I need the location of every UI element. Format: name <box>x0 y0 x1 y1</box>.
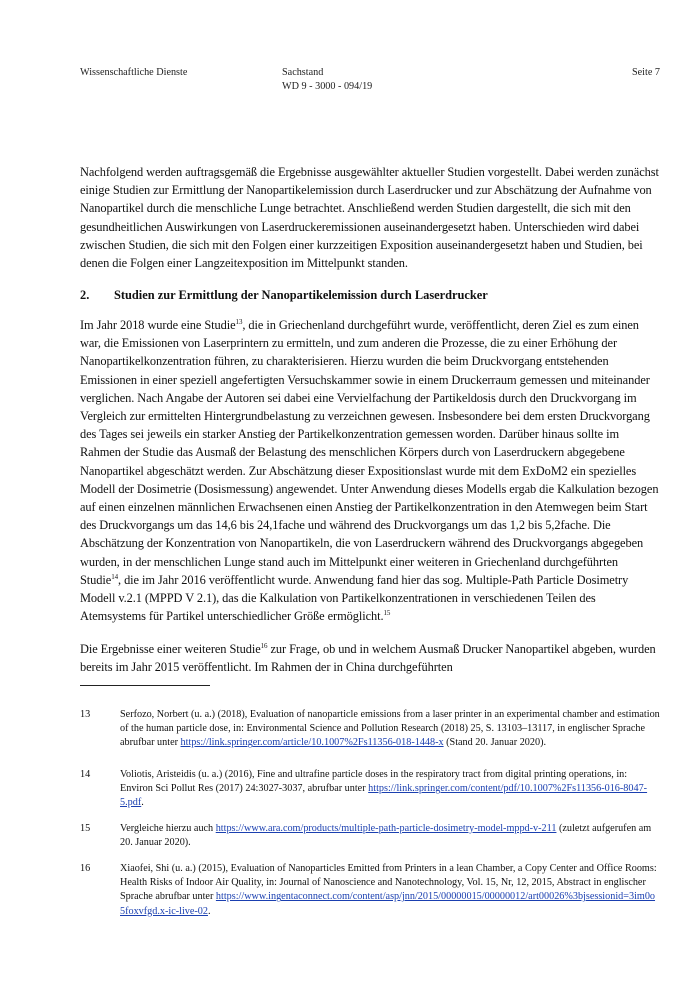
footnote-link[interactable]: https://www.ingentaconnect.com/content/asp/jnn/2015/00000015/00000012/art00026%3bjsessionid=3im0o5foxvfgd.x-ic-live-02 <box>120 891 656 917</box>
header-page-number: Seite 7 <box>631 67 660 78</box>
footnote-link[interactable]: https://link.springer.com/content/pdf/10.1007%2Fs11356-016-8047-5.pdf <box>120 783 648 809</box>
header-org: Wissenschaftliche Dienste <box>80 67 188 78</box>
footnote-number: 16 <box>80 863 91 874</box>
footnote-text-after: (Stand 20. Januar 2020). <box>443 737 547 749</box>
footnote-link[interactable]: https://link.springer.com/article/10.1007%2Fs11356-018-1448-x <box>180 737 444 749</box>
header-doc-type: Sachstand <box>282 67 324 78</box>
footnote-ref-16[interactable]: 16 <box>260 641 268 650</box>
header-doc-info <box>282 66 372 94</box>
paragraph-text: Die Ergebnisse einer weiteren Studie <box>80 642 261 656</box>
footnote-text: Serfozo, Norbert (u. a.) (2018), Evaluation of nanoparticle emissions from a laser printer in an experimental chamber and estimation of the human particle dose, in: Environmental Science and Pollution Research (2018) 25, S. 13103–13117, in englischer Sprache abrufbar unter <box>120 709 660 749</box>
section-paragraph-2 <box>80 640 660 676</box>
section-heading <box>80 286 660 304</box>
footnote-text-after: (zuletzt aufgerufen am 20. Januar 2020). <box>120 823 652 849</box>
footnote-number: 15 <box>80 823 91 834</box>
header-doc-id: WD 9 - 3000 - 094/19 <box>282 81 373 92</box>
intro-paragraph: Nachfolgend werden auftragsgemäß die Ergebnisse ausgewählter aktueller Studien vorgestellt. Dabei werden zunächst einige Studien zur Ermittlung der Nanopartikelemission durch Laserdrucker und zur Abschätzung der Aufnahme von Nanopartikel durch die menschliche Lunge betrachtet. Anschließend werden Studien dargestellt, die sich mit den gesundheitlichen Auswirkungen von Laserdruckeremissionen auseinandergesetzt haben. Unterschieden wird dabei zwischen Studien, die sich mit den Folgen einer kurzzeitigen Exposition auseinandergesetzt haben und Studien, bei denen die Folgen einer Langzeitexposition im Mittelpunkt standen. <box>80 165 659 271</box>
paragraph-text: Im Jahr 2018 wurde eine Studie <box>80 318 236 332</box>
footnote-text-after: . <box>141 797 144 809</box>
footnote-14 <box>80 768 660 811</box>
footnote-15 <box>80 822 660 850</box>
footnote-divider <box>80 685 210 686</box>
paragraph-text: , die im Jahr 2016 veröffentlicht wurde. Anwendung fand hier das sog. Multiple-Path Particle Dosimetry Modell v.2.1 (MPPD V 2.1), das die Kalkulation von Partikelkonzentrationen in verschiedenen Teilen des Atemsystems für Partikel unterschiedlicher Größe ermöglicht. <box>80 572 629 624</box>
footnote-text: Xiaofei, Shi (u. a.) (2015), Evaluation of Nanoparticles Emitted from Printers in a lean Chamber, a Copy Center and Office Rooms: Health Risks of Indoor Air Quality, in: Journal of Nanoscience and Nanotechnology, Vol. 15, Nr, 12, 2015, Abstract in englischer Sprache abrufbar unter <box>120 863 657 903</box>
footnote-text-after: . <box>207 905 211 917</box>
footnote-16 <box>80 862 660 919</box>
section-number: 2. <box>80 288 90 302</box>
footnote-ref-13[interactable]: 13 <box>235 317 243 326</box>
paragraph-text: , die in Griechenland durchgeführt wurde, veröffentlicht, deren Ziel es zum einen war, die Emissionen von Laserprintern zu ermitteln, und zum anderen die Prozesse, die zu einer Erhöhung der Nanopartikelkonzentration führen, zu charakterisieren. Hierzu wurden die beim Druckvorgang entstehenden Emissionen in einer speziell angefertigten Versuchskammer sowie in einem Druckerraum gemessen und miteinander verglichen. Nach Angabe der Autoren sei dabei eine Vervielfachung der Partikeldosis durch den Druckvorgang im Vergleich zur ermittelten Hintergrundbelastung zu verzeichnen gewesen. Insbesondere bei dem ersten Druckvorgang des Tages sei jeweils ein starker Anstieg der Partikelkonzentration gemessen worden. Darüber hinaus sollte im Rahmen der Studie das Ausmaß der Belastung des menschlichen Körpers durch von Laserdruckern abgegebene Nanopartikel abgeschätzt werden. Zur Abschätzung dieser Expositionslast wurde mit dem ExDoM2 ein spezielles Modell der Dosimetrie (Dosismessung) angewendet. Unter Anwendung dieses Modells ergab die Kalkulation bezogen auf einen einzelnen männlichen Erwachsenen einen Anstieg der Partikelkonzentration in den Atemwegen beim Start des Druckvorgangs um das 14,6 bis 24,1fache und während des Druckvorgangs um das 1,2 bis 5,2fache. Die Abschätzung der Konzentration von Nanopartikeln, die von Laserdruckern während des Druckvorgangs abgegeben wurden, in der menschlichen Lunge stand auch im Mittelpunkt einer weiteren in Griechenland durchgeführten Studie <box>80 318 659 587</box>
footnote-ref-15[interactable]: 15 <box>383 609 391 618</box>
paragraph-text: zur Frage, ob und in welchem Ausmaß Drucker Nanopartikel abgeben, wurden bereits im Jahr 2015 veröffentlicht. Im Rahmen der in China durchgeführten <box>80 642 656 675</box>
section-paragraph-1 <box>80 316 660 625</box>
footnote-number: 13 <box>80 709 91 720</box>
footnote-number: 14 <box>80 769 91 780</box>
footnote-link[interactable]: https://www.ara.com/products/multiple-path-particle-dosimetry-model-mppd-v-211 <box>215 823 557 834</box>
footnote-text: Voliotis, Aristeidis (u. a.) (2016), Fine and ultrafine particle doses in the respiratory tract from digital printing operations, in: Environ Sci Pollut Res (2017) 24:3027-3037, abrufbar unter <box>120 769 628 795</box>
footnote-13 <box>80 708 660 751</box>
footnote-ref-14[interactable]: 14 <box>111 572 119 581</box>
footnote-text: Vergleiche hierzu auch <box>120 823 216 834</box>
section-title: Studien zur Ermittlung der Nanopartikelemission durch Laserdrucker <box>114 288 488 302</box>
